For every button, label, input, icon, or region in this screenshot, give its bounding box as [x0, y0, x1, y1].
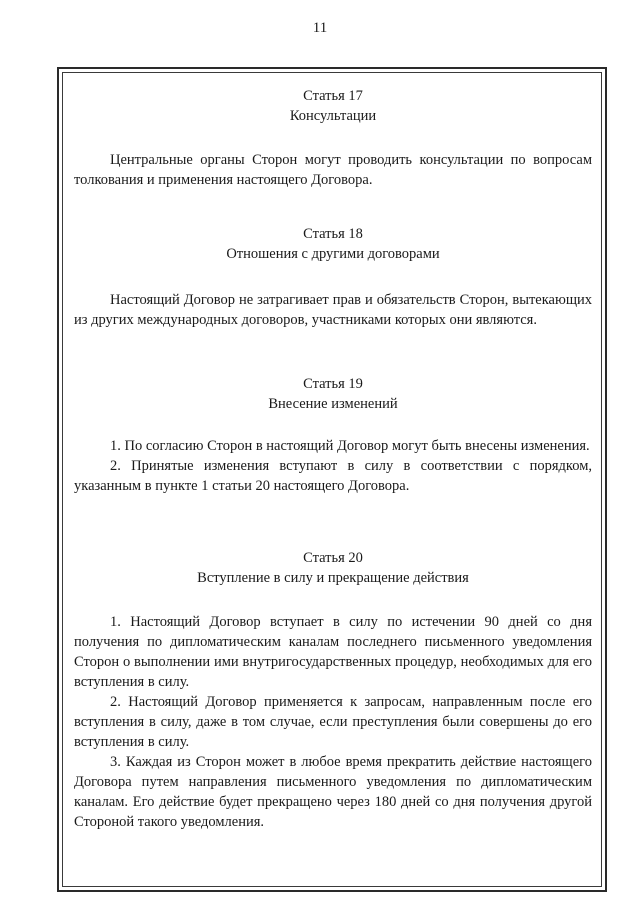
article-19	[74, 374, 592, 496]
page-number: 11	[312, 20, 328, 36]
article-paragraph: 2. Настоящий Договор применяется к запросам, направленным после его вступления в силу, даже в том случае, если преступления были совершены до его вступления в силу.	[74, 694, 592, 750]
article-number: Статья 19	[303, 376, 363, 392]
article-18	[74, 224, 592, 330]
article-paragraph: Настоящий Договор не затрагивает прав и обязательств Сторон, вытекающих из других международных договоров, участниками которых они являются.	[74, 292, 592, 328]
article-number: Статья 20	[303, 550, 363, 566]
article-title: Внесение изменений	[268, 396, 398, 412]
article-paragraph: 1. Настоящий Договор вступает в силу по истечении 90 дней со дня получения по дипломатическим каналам последнего письменного уведомления Сторон о выполнении ими внутригосударственных процедур, необходимых для его вступления в силу.	[74, 614, 592, 690]
article-title: Вступление в силу и прекращение действия	[197, 570, 469, 586]
document-body	[74, 78, 592, 832]
article-paragraph: 3. Каждая из Сторон может в любое время прекратить действие настоящего Договора путем направления письменного уведомления по дипломатическим каналам. Его действие будет прекращено через 180 дней со дня получения другой Стороной такого уведомления.	[74, 754, 592, 830]
article-20	[74, 548, 592, 832]
article-number: Статья 17	[303, 88, 363, 104]
article-paragraph: 2. Принятые изменения вступают в силу в соответствии с порядком, указанным в пункте 1 статьи 20 настоящего Договора.	[74, 458, 592, 494]
article-title: Консультации	[289, 108, 377, 124]
article-17	[74, 86, 592, 190]
article-paragraph: 1. По согласию Сторон в настоящий Договор могут быть внесены изменения.	[110, 438, 590, 454]
article-number: Статья 18	[303, 226, 363, 242]
article-paragraph: Центральные органы Сторон могут проводить консультации по вопросам толкования и применения настоящего Договора.	[74, 152, 592, 188]
article-title: Отношения с другими договорами	[226, 246, 440, 262]
